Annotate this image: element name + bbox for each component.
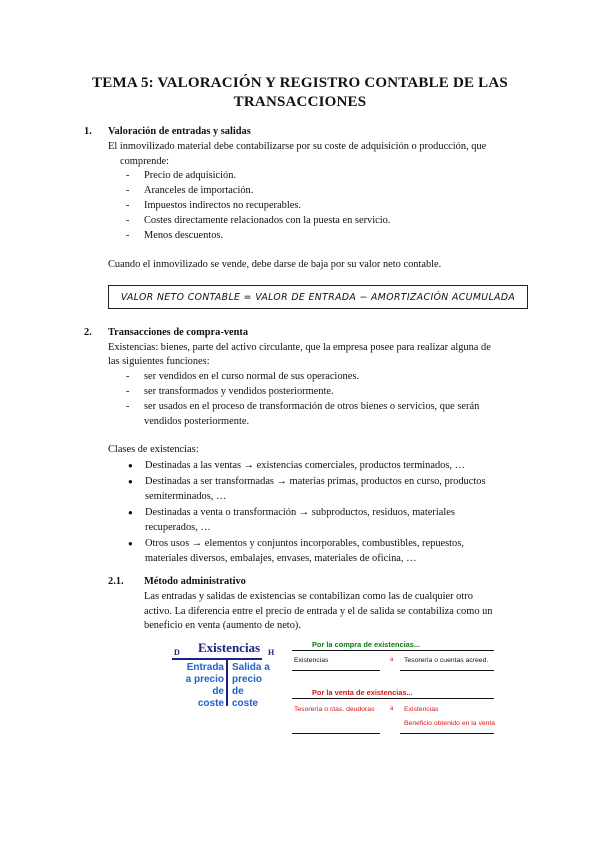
list-item: - ser vendidos en el curso normal de sus operaciones. — [126, 369, 536, 384]
page-title-line2: TRANSACCIONES — [233, 94, 367, 110]
purchase-entry-separator: a — [390, 657, 394, 663]
formula-box — [108, 285, 528, 309]
section2-intro-line1: Existencias: bienes, parte del activo circulante, que la empresa posee para realizar alguna de — [108, 342, 491, 353]
classes-label: Clases de existencias: — [108, 444, 199, 455]
formula-text: VALOR NETO CONTABLE = VALOR DE ENTRADA − AMORTIZACIÓN ACUMULADA — [120, 291, 516, 303]
page-title — [60, 74, 540, 112]
section21-heading: Método administrativo — [144, 576, 246, 587]
sale-entry-debit-rule — [292, 733, 380, 734]
sale-entry-credit-rule — [400, 733, 494, 734]
list-item: - Impuestos indirectos no recuperables. — [126, 198, 390, 213]
t-account-top-rule — [172, 658, 262, 660]
section2-heading: Transacciones de compra-venta — [108, 327, 249, 338]
list-item: ● Destinadas a ser transformadas → materias primas, productos en curso, productos semiterminados, … — [128, 474, 528, 504]
purchase-entry-credit-rule — [400, 670, 494, 671]
section2-number: 2. — [84, 327, 92, 338]
section21-number: 2.1. — [108, 576, 124, 587]
classes-list — [128, 458, 528, 566]
list-item: - Costes directamente relacionados con la puesta en servicio. — [126, 213, 390, 228]
purchase-credit-account: Tesorería o cuentas acreed. — [404, 657, 489, 664]
purchase-debit-account: Existencias — [294, 657, 329, 664]
list-item: ● Destinadas a venta o transformación → subproductos, residuos, materiales recuperados, … — [128, 505, 528, 535]
purchase-entry-top-rule — [292, 650, 494, 651]
sale-entry-top-rule — [292, 698, 494, 699]
section1-intro-line2: comprende: — [120, 156, 170, 167]
t-account-debit-side: Entrada a precio de coste — [185, 662, 224, 709]
sale-debit-account: Tesorería o ctas. deudoras — [294, 706, 375, 713]
list-item: - Aranceles de importación. — [126, 183, 390, 198]
purchase-entry-header: Por la compra de existencias... — [312, 640, 421, 649]
list-item: ● Destinadas a las ventas → existencias comerciales, productos terminados, … — [128, 458, 528, 473]
sale-entry-header: Por la venta de existencias... — [312, 688, 413, 697]
sale-entry-separator: a — [390, 706, 394, 712]
debit-mark: D — [174, 648, 180, 657]
sale-credit-account-2: Beneficio obtenido en la venta — [404, 720, 496, 727]
list-item: - Precio de adquisición. — [126, 168, 390, 183]
t-account-credit-side: Salida a precio de coste — [232, 662, 270, 709]
page-title-line1: TEMA 5: VALORACIÓN Y REGISTRO CONTABLE DE LAS — [92, 75, 508, 91]
list-item: - ser usados en el proceso de transformación de otros bienes o servicios, que serán vendidos posteriormente. — [126, 399, 536, 429]
list-item: - ser transformados y vendidos posteriormente. — [126, 384, 536, 399]
functions-list — [126, 369, 536, 429]
list-item: - Menos descuentos. — [126, 228, 390, 243]
section21-line3: beneficio en venta (aumento de neto). — [144, 620, 301, 631]
credit-mark: H — [268, 648, 275, 657]
section1-heading: Valoración de entradas y salidas — [108, 126, 251, 137]
t-account-existencias — [172, 636, 282, 712]
section1-number: 1. — [84, 126, 92, 137]
cost-components-list — [126, 168, 390, 243]
section1-intro-line1: El inmovilizado material debe contabilizarse por su coste de adquisición o producción, que — [108, 141, 487, 152]
sale-credit-account-1: Existencias — [404, 706, 439, 713]
list-item: ● Otros usos → elementos y conjuntos incorporables, combustibles, repuestos, materiales diversos, embalajes, envases, materiales de oficina, … — [128, 536, 528, 566]
section2-intro-line2: las siguientes funciones: — [108, 356, 210, 367]
t-account-title: Existencias — [198, 640, 261, 655]
t-account-center-rule — [226, 658, 228, 706]
purchase-entry-debit-rule — [292, 670, 380, 671]
section1-note: Cuando el inmovilizado se vende, debe darse de baja por su valor neto contable. — [108, 259, 442, 270]
section21-line1: Las entradas y salidas de existencias se contabilizan como las de cualquier otro — [144, 591, 473, 602]
section21-line2: activo. La diferencia entre el precio de entrada y el de salida se contabiliza como un — [144, 606, 493, 617]
